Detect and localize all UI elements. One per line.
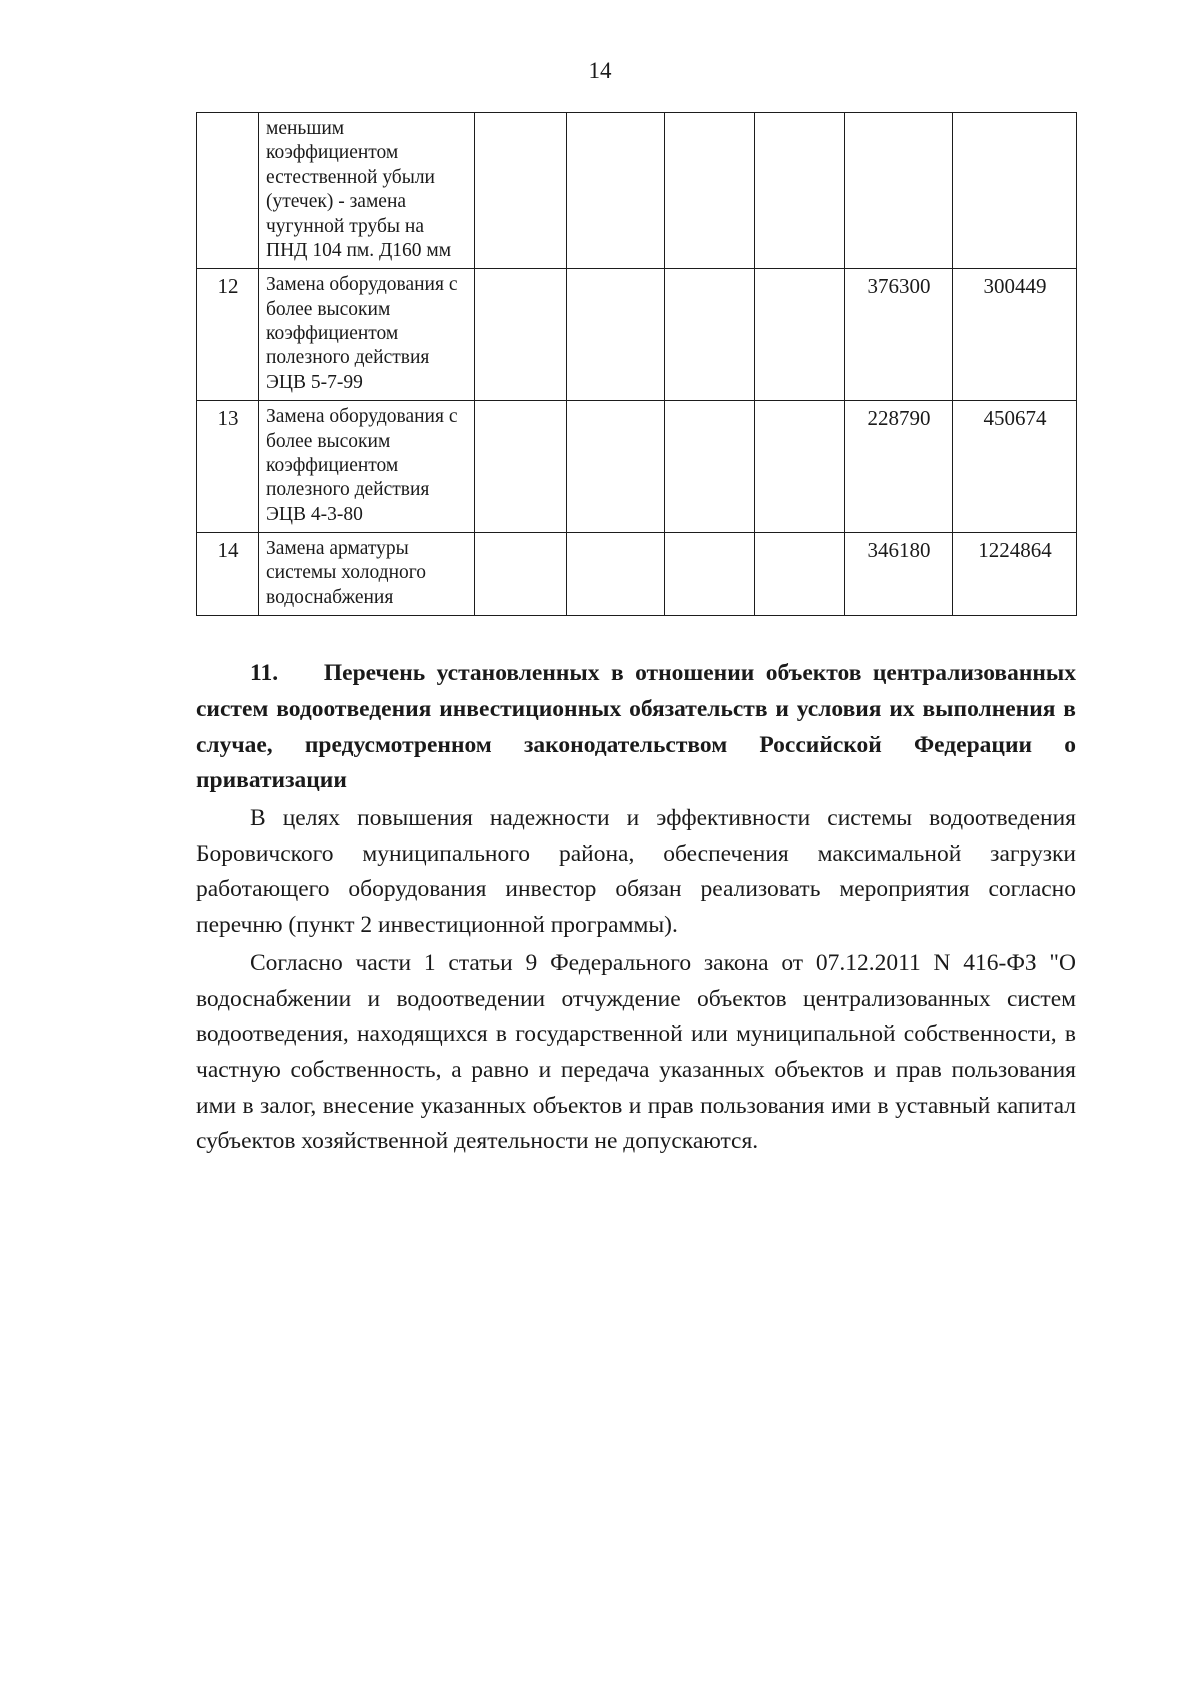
cell-number: 12 [197, 269, 259, 401]
cell-value-1: 346180 [845, 533, 953, 616]
table-row [197, 113, 1077, 269]
cell-value-2: 300449 [953, 269, 1077, 401]
cell-empty-3 [665, 533, 755, 616]
cell-empty-3 [665, 113, 755, 269]
page-number: 14 [588, 58, 612, 83]
page-content [196, 112, 1076, 1160]
cell-empty-1 [475, 113, 567, 269]
table-row [197, 269, 1077, 401]
cell-measure-name: меньшим коэффициентом естественной убыли (утечек) - замена чугунной трубы на ПНД 104 пм. Д160 мм [259, 113, 475, 269]
cell-value-2: 1224864 [953, 533, 1077, 616]
cell-empty-1 [475, 533, 567, 616]
cell-empty-4 [755, 533, 845, 616]
paragraph-1: В целях повышения надежности и эффективности системы водоотведения Боровичского муниципального района, обеспечения максимальной загрузки работающего оборудования инвестор обязан реализовать мероприятия согласно перечню (пункт 2 инвестиционной программы). [196, 805, 1076, 939]
section-heading-text: Перечень установленных в отношении объектов централизованных систем водоотведения инвестиционных обязательств и условия их выполнения в случае, предусмотренном законодательством Российской Федерации о приватизации [196, 660, 1077, 794]
cell-empty-4 [755, 269, 845, 401]
cell-empty-2 [567, 113, 665, 269]
cell-empty-4 [755, 113, 845, 269]
cell-value-2: 450674 [953, 401, 1077, 533]
section-heading [196, 656, 1076, 799]
section-heading-number: 11. [250, 660, 279, 687]
cell-empty-4 [755, 401, 845, 533]
cell-empty-3 [665, 401, 755, 533]
cell-measure-name: Замена оборудования с более высоким коэффициентом полезного действия ЭЦВ 4-3-80 [259, 401, 475, 533]
table-row [197, 533, 1077, 616]
cell-empty-1 [475, 401, 567, 533]
cell-number: 13 [197, 401, 259, 533]
cell-empty-2 [567, 269, 665, 401]
investment-measures-table [196, 112, 1077, 616]
cell-number: 14 [197, 533, 259, 616]
paragraph-2: Согласно части 1 статьи 9 Федерального закона от 07.12.2011 N 416-ФЗ "О водоснабжении и водоотведении отчуждение объектов централизованных систем водоотведения, находящихся в государственной или муниципальной собственности, в частную собственность, а равно и передача указанных объектов и прав пользования ими в залог, внесение указанных объектов и прав пользования ими в уставный капитал субъектов хозяйственной деятельности не допускаются. [196, 949, 1076, 1155]
cell-number [197, 113, 259, 269]
table-row [197, 401, 1077, 533]
cell-measure-name: Замена оборудования с более высоким коэффициентом полезного действия ЭЦВ 5-7-99 [259, 269, 475, 401]
cell-empty-2 [567, 533, 665, 616]
body-text [196, 656, 1076, 1160]
cell-empty-2 [567, 401, 665, 533]
cell-value-2 [953, 113, 1077, 269]
cell-empty-1 [475, 269, 567, 401]
cell-measure-name: Замена арматуры системы холодного водоснабжения [259, 533, 475, 616]
cell-value-1 [845, 113, 953, 269]
cell-value-1: 376300 [845, 269, 953, 401]
cell-empty-3 [665, 269, 755, 401]
cell-value-1: 228790 [845, 401, 953, 533]
